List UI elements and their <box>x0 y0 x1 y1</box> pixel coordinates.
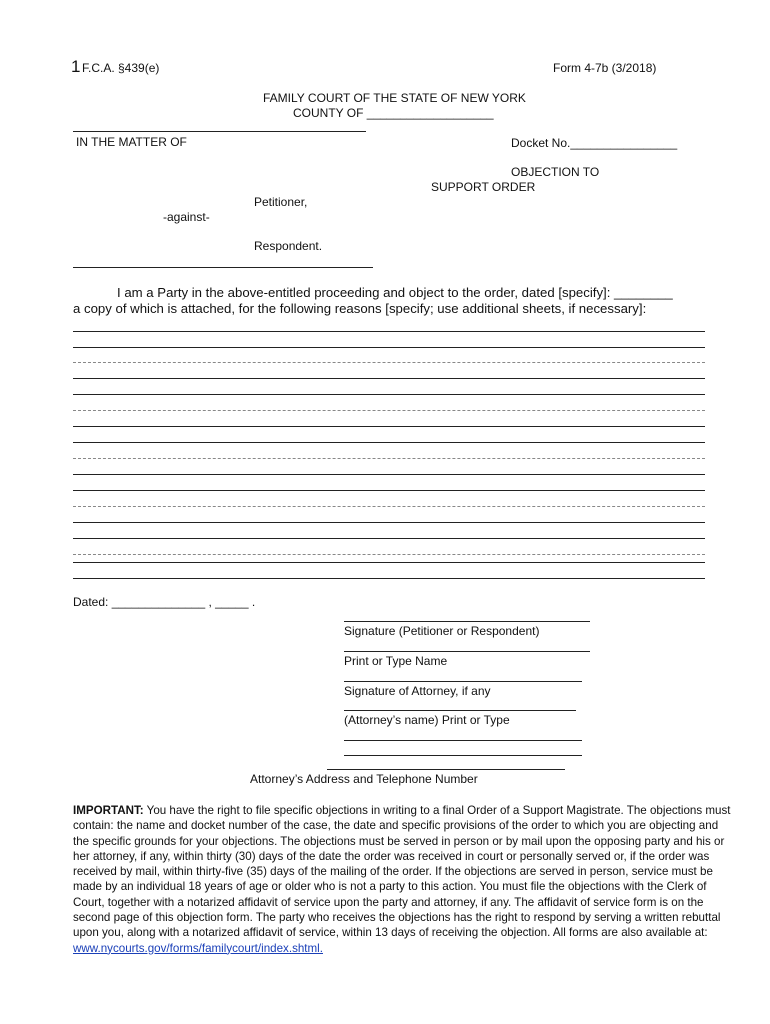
against-label: -against- <box>163 210 210 224</box>
reason-line[interactable] <box>73 538 705 539</box>
print-name-line[interactable] <box>344 651 590 652</box>
reason-line[interactable] <box>73 426 705 427</box>
dated-field[interactable]: Dated: ______________ , _____ . <box>73 595 256 609</box>
attorney-signature-line[interactable] <box>344 681 582 682</box>
reason-line[interactable] <box>73 331 705 332</box>
reason-line[interactable] <box>73 410 705 411</box>
caption-top-rule <box>73 131 366 132</box>
petitioner-label: Petitioner, <box>254 195 308 209</box>
form-number: Form 4-7b (3/2018) <box>553 61 657 75</box>
reason-line[interactable] <box>73 442 705 443</box>
respondent-label: Respondent. <box>254 239 323 253</box>
reason-line[interactable] <box>73 578 705 579</box>
reason-line[interactable] <box>73 554 705 555</box>
important-heading: IMPORTANT: <box>73 804 144 817</box>
print-name-label: Print or Type Name <box>344 654 448 668</box>
court-name: FAMILY COURT OF THE STATE OF NEW YORK <box>263 91 526 105</box>
in-the-matter-label: IN THE MATTER OF <box>76 135 187 149</box>
reason-line[interactable] <box>73 378 705 379</box>
county-line: COUNTY OF ___________________ <box>293 106 494 120</box>
signature-label: Signature (Petitioner or Respondent) <box>344 624 540 638</box>
attorney-address-line[interactable] <box>327 769 565 770</box>
important-text: You have the right to file specific objections in writing to a final Order of a Support Magistrate. The objections must contain: the name and docket number of the case, the date and specific provisions of the order to which you are objecting and the specific grounds for your objections. The objections must be served in person or by mail upon the opposing party and his or her attorney, if any, within thirty (30) days of the date the order was received in court or personally served or, if the order was received by mail, within thirty-five (35) days of the mailing of the order. If the objections are served in person, service must be made by an individual 18 years of age or older who is not a party to this action. You must file the objections with the Clerk of Court, together with a notarized affidavit of service upon the party and attorney, if any. The affidavit of service form is on the second page of this objection form. The party who receives the objections has the right to respond by serving a written rebuttal upon you, along with a notarized affidavit of service, within 13 days of receiving the objection. All forms are also available at: <box>73 804 731 940</box>
attorney-signature-label: Signature of Attorney, if any <box>344 684 491 698</box>
attorney-address-label: Attorney’s Address and Telephone Number <box>250 772 478 786</box>
statute-reference: F.C.A. §439(e) <box>82 61 160 75</box>
attorney-address-line[interactable] <box>344 755 582 756</box>
reason-line[interactable] <box>73 458 705 459</box>
important-notice <box>73 803 733 956</box>
reason-line[interactable] <box>73 394 705 395</box>
reason-line[interactable] <box>73 474 705 475</box>
signature-line[interactable] <box>344 621 590 622</box>
reason-line[interactable] <box>73 506 705 507</box>
reason-line[interactable] <box>73 522 705 523</box>
superscript-number: 1 <box>71 57 81 76</box>
caption-bottom-rule <box>73 267 373 268</box>
reason-line[interactable] <box>73 347 705 348</box>
reason-line[interactable] <box>73 362 705 363</box>
form-title-line1: OBJECTION TO <box>511 165 600 179</box>
attorney-address-line[interactable] <box>344 740 582 741</box>
forms-website-link[interactable]: www.nycourts.gov/forms/familycourt/index.shtml. <box>73 941 323 955</box>
attorney-name-label: (Attorney’s name) Print or Type <box>344 713 510 727</box>
reason-line[interactable] <box>73 562 705 563</box>
objection-statement-line2: a copy of which is attached, for the following reasons [specify; use additional sheets, if necessary]: <box>73 301 647 316</box>
attorney-name-line[interactable] <box>344 710 576 711</box>
reason-line[interactable] <box>73 490 705 491</box>
docket-number-field[interactable]: Docket No.________________ <box>511 136 678 150</box>
form-title-line2: SUPPORT ORDER <box>431 180 536 194</box>
objection-statement-line1: I am a Party in the above-entitled proceeding and object to the order, dated [specify]: ________ <box>117 285 673 300</box>
